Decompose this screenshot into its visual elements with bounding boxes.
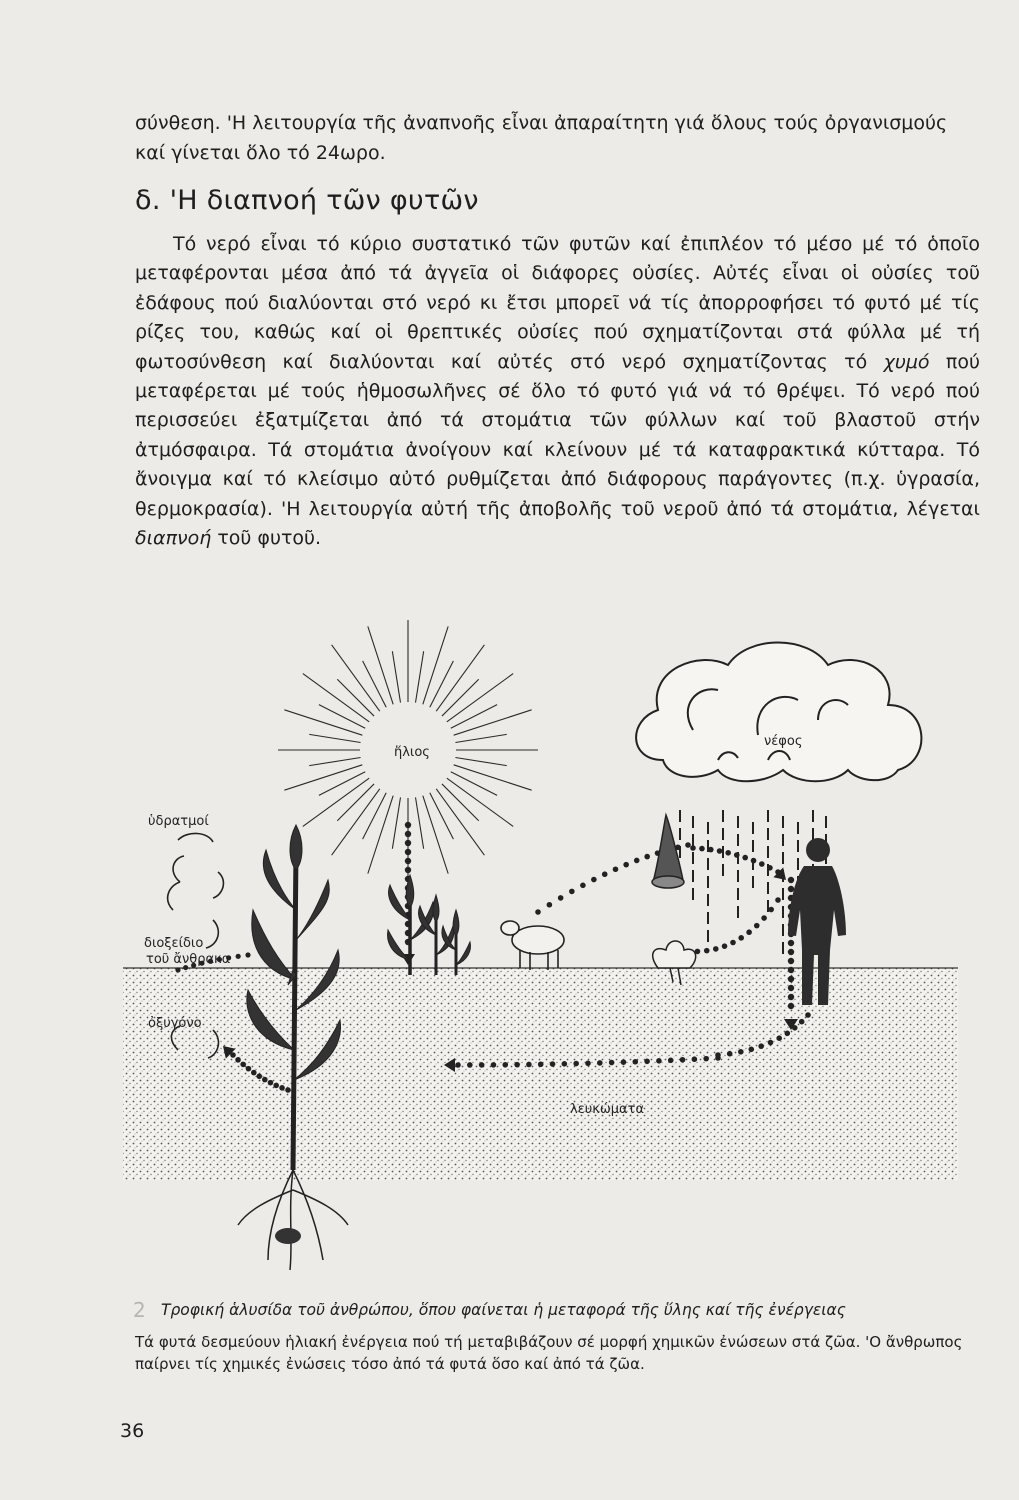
label-cloud: νέφος (764, 734, 803, 749)
label-water-vapor: ὑδρατμοί (148, 814, 209, 829)
term-sap: χυμό (883, 350, 930, 373)
food-chain-figure (118, 610, 978, 1290)
body-text-3: τοῦ φυτοῦ. (211, 527, 322, 550)
figure-caption-title: Τροφική ἁλυσίδα τοῦ ἀνθρώπου, ὅπου φαίνεται ἡ μεταφορά τῆς ὕλης καί τῆς ἐνέργειας (161, 1301, 846, 1319)
cloud-icon (636, 643, 921, 782)
figure-number: 2 (133, 1298, 146, 1322)
label-proteins: λευκώματα (570, 1102, 645, 1117)
section-body (135, 230, 980, 553)
figure-caption-text: Τά φυτά δεσμεύουν ἡλιακή ἐνέργεια πού τή μεταβιβάζουν σέ μορφή χημικῶν ἐνώσεων στά ζῶα. 'Ο ἄνθρωπος παίρνει τίς χημικές ἐνώσεις τόσο ἀπό τά φυτά ὅσο καί ἀπό τά ζῶα. (135, 1333, 963, 1373)
label-sun: ἥλιος (394, 745, 430, 760)
body-text-1: Τό νερό εἶναι τό κύριο συστατικό τῶν φυτῶν καί ἐπιπλέον τό μέσο μέ τό ὁποῖο μεταφέρονται μέσα ἀπό τά ἀγγεῖα οἱ διάφορες οὐσίες. Αὐτές εἶναι οἱ οὐσίες τοῦ ἐδάφους πού διαλύονται στό νερό κι ἔτσι μπορεῖ νά τίς ἀπορροφήσει τό φυτό μέ τίς ρίζες του, καθώς καί οἱ θρεπτικές οὐσίες πού σχηματίζονται στά φύλλα μέ τή φωτοσύνθεση καί διαλύονται καί αὐτές στό νερό σχηματίζοντας τό (135, 233, 980, 373)
plant-roots (238, 1170, 348, 1270)
body-text-2: πού μεταφέρεται μέ τούς ἡθμοσωλῆνες σέ ὅλο τό φυτό γιά νά τό θρέψει. Τό νερό πού περισσεύει ἐξατμίζεται ἀπό τά στομάτια τῶν φύλλων καί τοῦ βλαστοῦ στήν ἀτμόσφαιρα. Τά στομάτια ἀνοίγουν καί κλείνουν μέ τά καταφρακτικά κύτταρα. Τό ἄνοιγμα καί τό κλείσιμο αὐτό ρυθμίζεται ἀπό διάφορους παράγοντες (π.χ. ὑγρασία, θερμοκρασία). 'Η λειτουργία αὐτή τῆς ἀποβολῆς τοῦ νεροῦ ἀπό τά στομάτια, λέγεται (135, 350, 980, 520)
term-transpiration: διαπνοή (135, 527, 212, 550)
intro-paragraph: σύνθεση. 'Η λειτουργία τῆς ἀναπνοῆς εἶναι ἀπαραίτητη γιά ὅλους τούς ὀργανισμούς καί γίνεται ὅλο τό 24ωρο. (135, 112, 948, 164)
section-heading: δ. 'Η διαπνοή τῶν φυτῶν (135, 185, 479, 216)
sheep-icon (501, 921, 564, 970)
food-chain-illustration (118, 610, 978, 1290)
corn-plants-small (388, 875, 471, 975)
label-oxygen: ὀξυγόνο (148, 1016, 202, 1031)
label-co2-line2: τοῦ ἄνθρακα (146, 952, 231, 967)
mole-icon (275, 1228, 301, 1244)
page-number: 36 (120, 1420, 145, 1442)
label-co2-line1: διοξείδιο (144, 936, 204, 951)
